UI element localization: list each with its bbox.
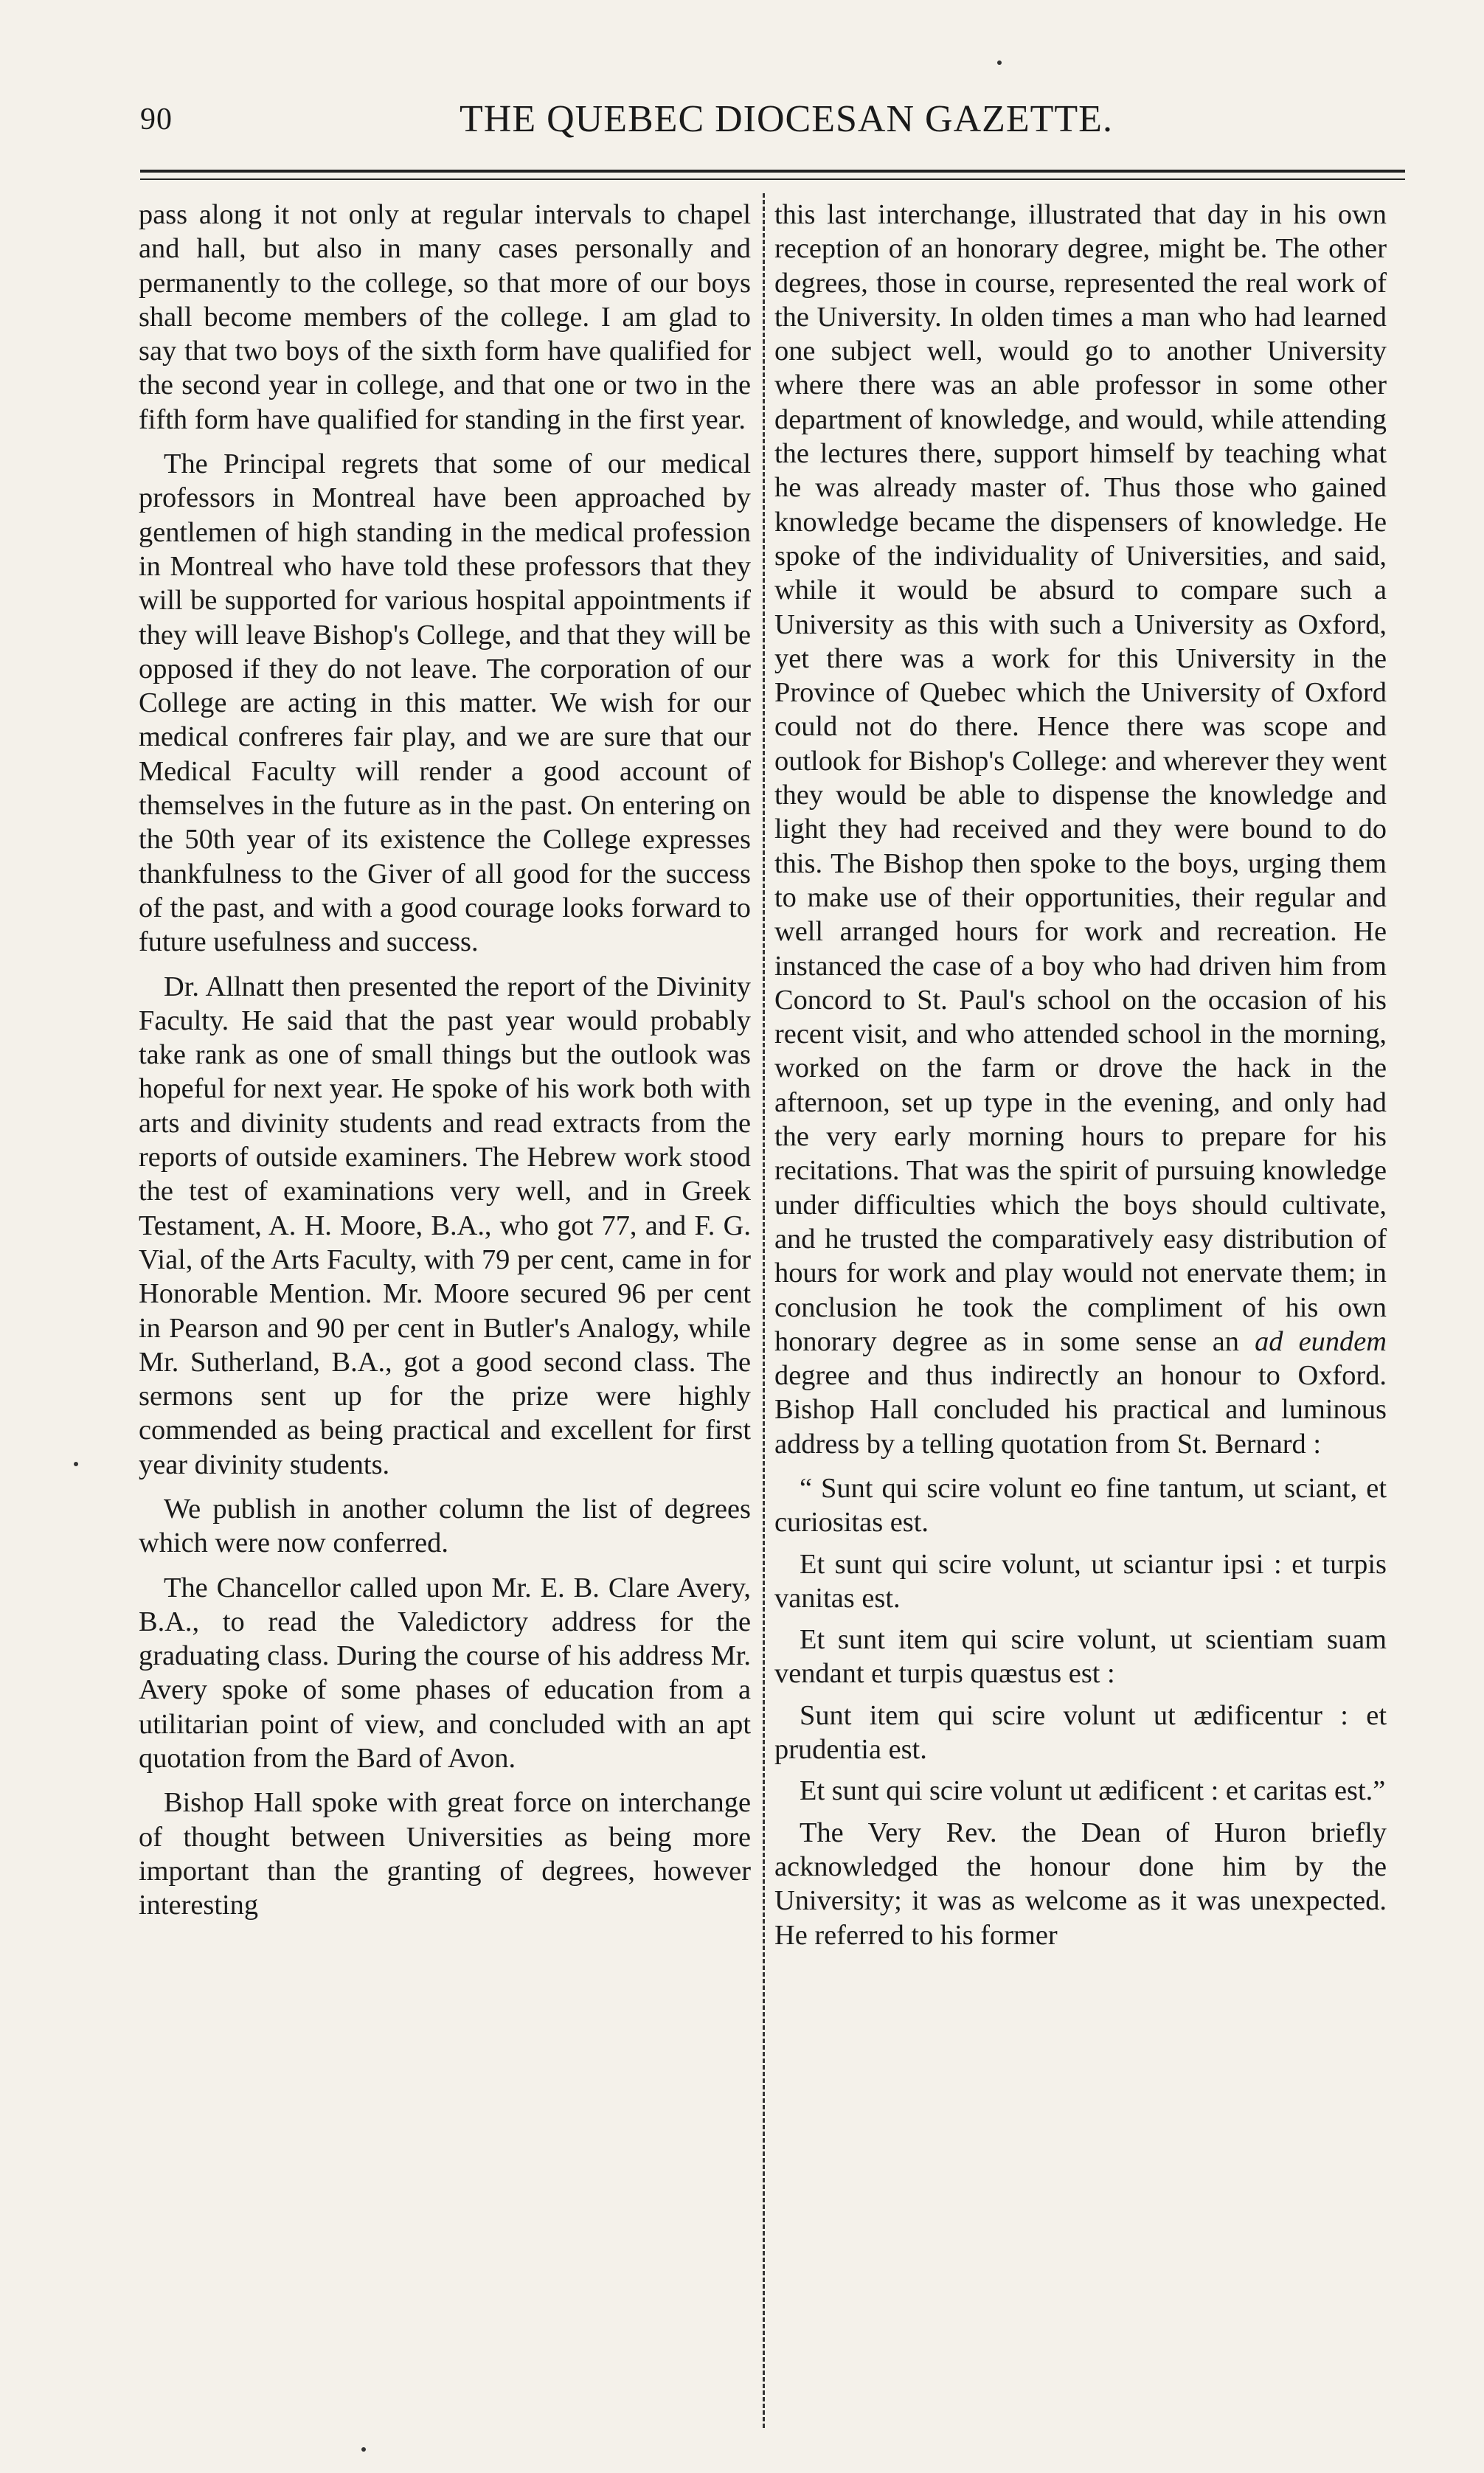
print-speck xyxy=(361,2447,366,2452)
article-paragraph: We publish in another column the list of degrees which were now conferred. xyxy=(139,1493,751,1559)
article-paragraph: The Principal regrets that some of our medical professors in Montreal have been approached by gentlemen of high standing in the medical profession in Montreal who have told these professors that they will be supported for various hospital appointments if they will leave Bishop's College, and that they will be opposed if they do not leave. The corporation of our College are acting in this matter. We wish for our medical confreres fair play, and we are sure that our Medical Faculty will render a good account of themselves in the future as in the past. On entering on the 50th year of its existence the College expresses thankfulness to the Giver of all good for the success of the past, and with a good courage looks forward to future usefulness and success. xyxy=(139,448,751,958)
print-speck xyxy=(74,1462,78,1466)
article-paragraph: pass along it not only at regular intervals to chapel and hall, but also in many cases personally and permanently to the college, so that more of our boys shall become members of the college. I am glad to say that two boys of the sixth form have qualified for the second year in college, and that one or two in the fifth form have qualified for standing in the first year. xyxy=(139,199,751,435)
article-paragraph: The Very Rev. the Dean of Huron briefly acknowledged the honour done him by the University; it was as welcome as it was unexpected. He referred to his former xyxy=(774,1817,1387,1951)
paragraph-text: degree and thus indirectly an honour to Oxford. Bishop Hall concluded his practical and luminous address by a telling quotation from St. Bernard : xyxy=(774,1360,1387,1460)
quotation-line: “ Sunt qui scire volunt eo fine tantum, ut sciant, et curiositas est. xyxy=(774,1472,1387,1539)
italic-phrase: ad eundem xyxy=(1255,1325,1387,1357)
article-paragraph: Bishop Hall spoke with great force on interchange of thought between Universities as being more important than the granting of degrees, however interesting xyxy=(139,1787,751,1921)
quotation-line: Et sunt qui scire volunt, ut sciantur ipsi : et turpis vanitas est. xyxy=(774,1548,1387,1614)
page-number: 90 xyxy=(140,103,173,136)
page-title: THE QUEBEC DIOCESAN GAZETTE. xyxy=(460,98,1113,140)
header-rule xyxy=(140,170,1405,180)
quotation-line: Et sunt qui scire volunt ut ædificent : et caritas est.” xyxy=(800,1775,1386,1807)
column-divider xyxy=(763,193,765,2428)
quotation-line: Et sunt item qui scire volunt, ut scientiam suam vendant et turpis quæstus est : xyxy=(774,1624,1387,1690)
article-paragraph xyxy=(774,198,1387,1461)
article-paragraph: The Chancellor called upon Mr. E. B. Clare Avery, B.A., to read the Valedictory address for the graduating class. During the course of his address Mr. Avery spoke of some phases of education from a utilitarian point of view, and concluded with an apt quotation from the Bard of Avon. xyxy=(139,1572,751,1775)
print-speck xyxy=(997,60,1002,65)
right-column xyxy=(774,198,1387,1963)
left-column xyxy=(139,198,751,1933)
paragraph-text: this last interchange, illustrated that day in his own reception of an honorary degree, might be. The other degrees, those in course, represented the real work of the University. In olden times a man who had learned one subject well, would go to another University where there was an able professor in some other department of knowledge, and would, while attending the lectures there, support himself by teaching what he was already master of. Thus those who gained knowledge became the dispensers of knowledge. He spoke of the individuality of Universities, and said, while it would be absurd to compare such a University as this with such a University as Oxford, yet there was a work for this University in the Province of Quebec which the University of Oxford could not do there. Hence there was scope and outlook for Bishop's College: and wherever they went they would be able to dispense the knowledge and light they had received and they were bound to do this. The Bishop then spoke to the boys, urging them to make use of their opportunities, their regular and well arranged hours for work and recreation. He instanced the case of a boy who had driven him from Concord to St. Paul's school on the occasion of his recent visit, and who attended school in the morning, worked on the farm or drove the hack in the afternoon, set up type in the evening, and only had the very early morning hours to prepare for his recitations. That was the spirit of pursuing knowledge under difficulties which the boys should cultivate, and he trusted the comparatively easy distribution of hours for work and play would not enervate them; in conclusion he took the compliment of his own honorary degree as in some sense an xyxy=(774,199,1387,1357)
article-paragraph: Dr. Allnatt then presented the report of the Divinity Faculty. He said that the past year would probably take rank as one of small things but the outlook was hopeful for next year. He spoke of his work both with arts and divinity students and read extracts from the reports of outside examiners. The Hebrew work stood the test of examinations very well, and in Greek Testament, A. H. Moore, B.A., who got 77, and F. G. Vial, of the Arts Faculty, with 79 per cent, came in for Honorable Mention. Mr. Moore secured 96 per cent in Pearson and 90 per cent in Butler's Analogy, while Mr. Sutherland, B.A., got a good second class. The sermons sent up for the prize were highly commended as being practical and excellent for first year divinity students. xyxy=(139,971,751,1480)
quotation-line: Sunt item qui scire volunt ut ædificentur : et prudentia est. xyxy=(774,1699,1387,1766)
